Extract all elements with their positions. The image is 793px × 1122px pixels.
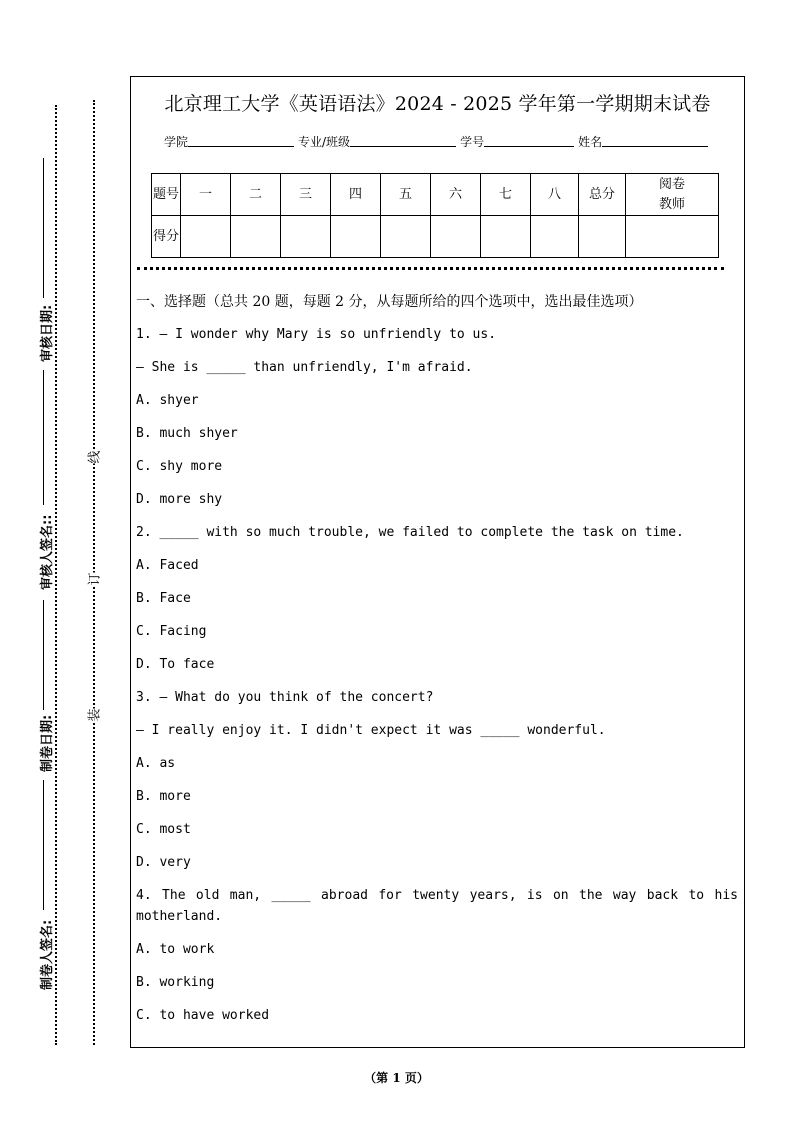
section-heading: 一、选择题（总共 20 题，每题 2 分，从每题所给的四个选项中，选出最佳选项） [136, 294, 643, 310]
score-header-cell: 八 [531, 174, 579, 216]
score-header-cell: 七 [481, 174, 531, 216]
score-header-cell: 二 [231, 174, 281, 216]
question-stem: 3. — What do you think of the concert? [136, 690, 434, 705]
score-cell[interactable] [481, 216, 531, 258]
answer-option[interactable]: B. Face [136, 591, 191, 606]
student-info-row [164, 133, 712, 150]
maker-label: 制卷人签名: [40, 919, 55, 990]
score-cell[interactable] [531, 216, 579, 258]
bind-char: 订 [87, 572, 103, 586]
answer-option[interactable]: C. to have worked [136, 1008, 270, 1023]
score-cell[interactable] [281, 216, 331, 258]
dotted-separator [137, 267, 724, 270]
question-stem: 4. The old man, _____ abroad for twenty years, is on the way back to his motherland. [136, 888, 738, 924]
college-field[interactable] [188, 133, 294, 147]
answer-option[interactable]: A. shyer [136, 393, 199, 408]
score-row-label: 得分 [152, 216, 181, 258]
score-cell[interactable] [331, 216, 381, 258]
answer-option[interactable]: A. as [136, 756, 176, 771]
score-table [151, 173, 719, 258]
score-cell[interactable] [231, 216, 281, 258]
score-header-row [152, 174, 719, 216]
answer-option[interactable]: C. Facing [136, 624, 207, 639]
score-cell[interactable] [626, 216, 719, 258]
answer-option[interactable]: C. shy more [136, 459, 223, 474]
score-cell[interactable] [181, 216, 231, 258]
line-char: 线 [87, 450, 103, 464]
answer-option[interactable]: B. much shyer [136, 426, 238, 441]
answer-option[interactable]: A. Faced [136, 558, 199, 573]
reviewer-label: 审核人签名:: [40, 514, 55, 590]
score-cell[interactable] [431, 216, 481, 258]
answer-option[interactable]: C. most [136, 822, 191, 837]
make-date-line [43, 600, 44, 710]
review-date-label: 审核日期: [40, 304, 55, 362]
score-header-cell: 五 [381, 174, 431, 216]
score-header-cell: 总分 [579, 174, 626, 216]
score-header-cell: 阅卷教师 [626, 174, 719, 216]
score-header-cell: 六 [431, 174, 481, 216]
answer-option[interactable]: B. more [136, 789, 191, 804]
exam-title: 北京理工大学《英语语法》2024 - 2025 学年第一学期期末试卷 [164, 93, 711, 115]
name-label: 姓名 [578, 135, 603, 149]
college-label: 学院 [164, 135, 189, 149]
reviewer-line [43, 370, 44, 505]
exam-frame [130, 76, 745, 1048]
student-id-field[interactable] [484, 133, 574, 147]
review-date-line [43, 158, 44, 298]
student-id-label: 学号 [460, 135, 485, 149]
score-value-row [152, 216, 719, 258]
score-cell[interactable] [579, 216, 626, 258]
answer-option[interactable]: B. working [136, 975, 215, 990]
answer-option[interactable]: A. to work [136, 942, 215, 957]
major-field[interactable] [350, 133, 456, 147]
maker-line [43, 780, 44, 910]
page-number: （第 1 页） [364, 1071, 429, 1085]
score-header-cell: 题号 [152, 174, 181, 216]
answer-option[interactable]: D. very [136, 855, 191, 870]
answer-option[interactable]: D. more shy [136, 492, 223, 507]
score-header-cell: 一 [181, 174, 231, 216]
question-stem: 1. — I wonder why Mary is so unfriendly to us. [136, 327, 497, 342]
name-field[interactable] [602, 133, 708, 147]
score-header-cell: 三 [281, 174, 331, 216]
question-stem: — She is _____ than unfriendly, I'm afraid. [136, 360, 473, 375]
question-stem: 2. _____ with so much trouble, we failed to complete the task on time. [136, 525, 684, 540]
answer-option[interactable]: D. To face [136, 657, 215, 672]
question-stem: — I really enjoy it. I didn't expect it was _____ wonderful. [136, 723, 606, 738]
inner-dotted-line [55, 105, 57, 1045]
question-list [136, 291, 738, 1038]
staple-char: 装 [87, 708, 103, 722]
make-date-label: 制卷日期: [40, 714, 55, 772]
score-cell[interactable] [381, 216, 431, 258]
major-label: 专业/班级 [298, 135, 351, 149]
score-header-cell: 四 [331, 174, 381, 216]
